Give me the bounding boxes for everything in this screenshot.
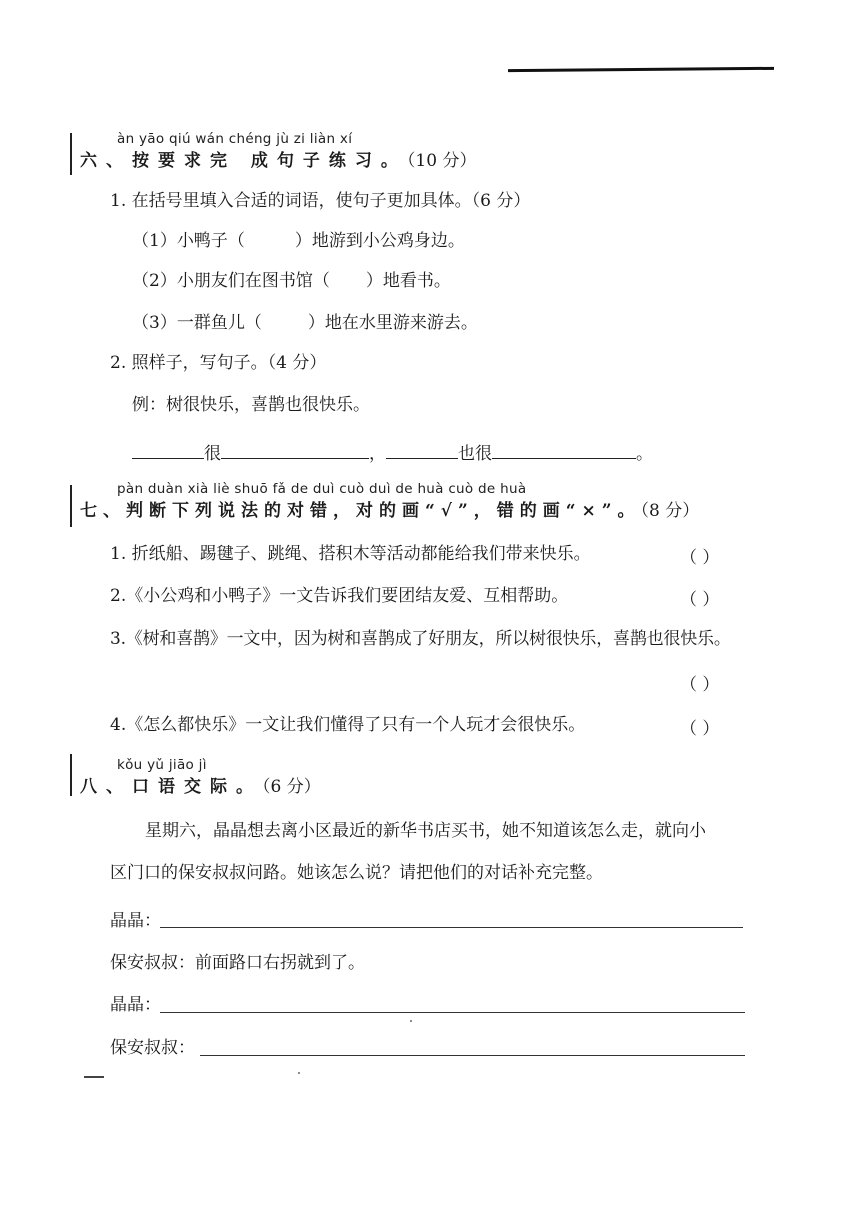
s7-item-2-answer[interactable]: （ ） [680, 590, 720, 610]
section7-heading [80, 500, 699, 522]
s6-item-3-post: ）地在水里游来游去。 [307, 313, 478, 333]
fill-blank-2[interactable] [221, 440, 369, 459]
section6-heading [80, 150, 476, 172]
section8-score: （6 分） [262, 777, 321, 797]
fill-yehen: 也很 [458, 444, 492, 464]
section6-pinyin: àn yāo qiú wán chéng jù zi liàn xí [117, 131, 353, 147]
s8-paragraph-line-1: 星期六，晶晶想去离小区最近的新华书店买书，她不知道该怎么走，就向小 [145, 821, 706, 841]
s6-example: 例：树很快乐，喜鹊也很快乐。 [132, 395, 370, 415]
dialog-baoan-line-1 [110, 952, 365, 974]
s7-item-3-text: 3.《树和喜鹊》一文中，因为树和喜鹊成了好朋友，所以树很快乐，喜鹊也很快乐。 [110, 629, 731, 649]
fill-end: 。 [636, 444, 653, 464]
top-rule [508, 67, 774, 72]
fill-hen: 很 [204, 444, 221, 464]
s7-item-4 [110, 714, 585, 736]
fill-blank-1[interactable] [132, 440, 204, 459]
s7-item-3 [110, 628, 731, 650]
s6-item-3 [132, 312, 478, 334]
speck [298, 1072, 300, 1074]
s6-item-1 [132, 230, 465, 252]
s8-paragraph-line-2: 区门口的保安叔叔问路。她该怎么说？请把他们的对话补充完整。 [110, 863, 603, 883]
s6-fill-sentence [132, 440, 653, 465]
section8-pinyin: kǒu yǔ jiāo jì [117, 757, 207, 773]
s7-item-3-answer[interactable]: （ ） [680, 675, 720, 695]
fill-comma: ， [369, 444, 386, 464]
dialog-baoan-label-2: 保安叔叔： [110, 1038, 195, 1058]
s6-item-2-pre: （2）小朋友们在图书馆（ [132, 271, 330, 291]
section7-pinyin: pàn duàn xià liè shuō fǎ de duì cuò duì de huà cuò de huà [117, 481, 527, 497]
margin-mark [84, 1076, 104, 1078]
dialog-jingjing-answer-2[interactable] [160, 1012, 745, 1013]
s6-item-2-post: ）地看书。 [365, 271, 451, 291]
s7-item-4-answer[interactable]: （ ） [680, 719, 720, 739]
section7-title: 七、判断下列说法的对错，对的画“√”，错的画“×”。 [80, 501, 641, 521]
dialog-baoan-answer-1: 前面路口右拐就到了。 [195, 953, 365, 973]
s7-item-2 [110, 585, 568, 607]
margin-mark [70, 485, 72, 527]
s6-item-2 [132, 270, 451, 292]
dialog-baoan-answer-2[interactable] [200, 1055, 745, 1056]
margin-mark [70, 133, 72, 175]
s7-item-1 [110, 543, 591, 565]
s7-item-1-text: 1. 折纸船、踢毽子、跳绳、搭积木等活动都能给我们带来快乐。 [110, 544, 591, 564]
s7-item-2-text: 2.《小公鸡和小鸭子》一文告诉我们要团结友爱、互相帮助。 [110, 586, 569, 606]
section8-title: 八、口语交际。 [80, 777, 262, 797]
fill-blank-3[interactable] [386, 440, 458, 459]
section6-score: （10 分） [406, 151, 477, 171]
s6-item-1-pre: （1）小鸭子（ [132, 231, 245, 251]
speck [410, 1020, 412, 1022]
s7-item-4-text: 4.《怎么都快乐》一文让我们懂得了只有一个人玩才会很快乐。 [110, 715, 586, 735]
section7-score: （8 分） [640, 501, 700, 521]
dialog-jingjing-answer-1[interactable] [160, 927, 743, 928]
margin-mark [70, 754, 72, 796]
section6-title: 六、按要求完 成句子练习。 [80, 151, 407, 171]
fill-blank-4[interactable] [492, 440, 636, 459]
dialog-jingjing-label-1: 晶晶： [110, 911, 161, 931]
dialog-baoan-label-1: 保安叔叔： [110, 953, 195, 973]
s6-question-1: 1. 在括号里填入合适的词语，使句子更加具体。（6 分） [110, 191, 531, 211]
dialog-jingjing-label-2: 晶晶： [110, 995, 161, 1015]
s7-item-1-answer[interactable]: （ ） [680, 548, 720, 568]
s6-item-3-pre: （3）一群鱼儿（ [132, 313, 262, 333]
section8-heading [80, 776, 321, 798]
s6-question-2: 2. 照样子，写句子。（4 分） [110, 353, 327, 373]
s6-item-1-post: ）地游到小公鸡身边。 [294, 231, 465, 251]
